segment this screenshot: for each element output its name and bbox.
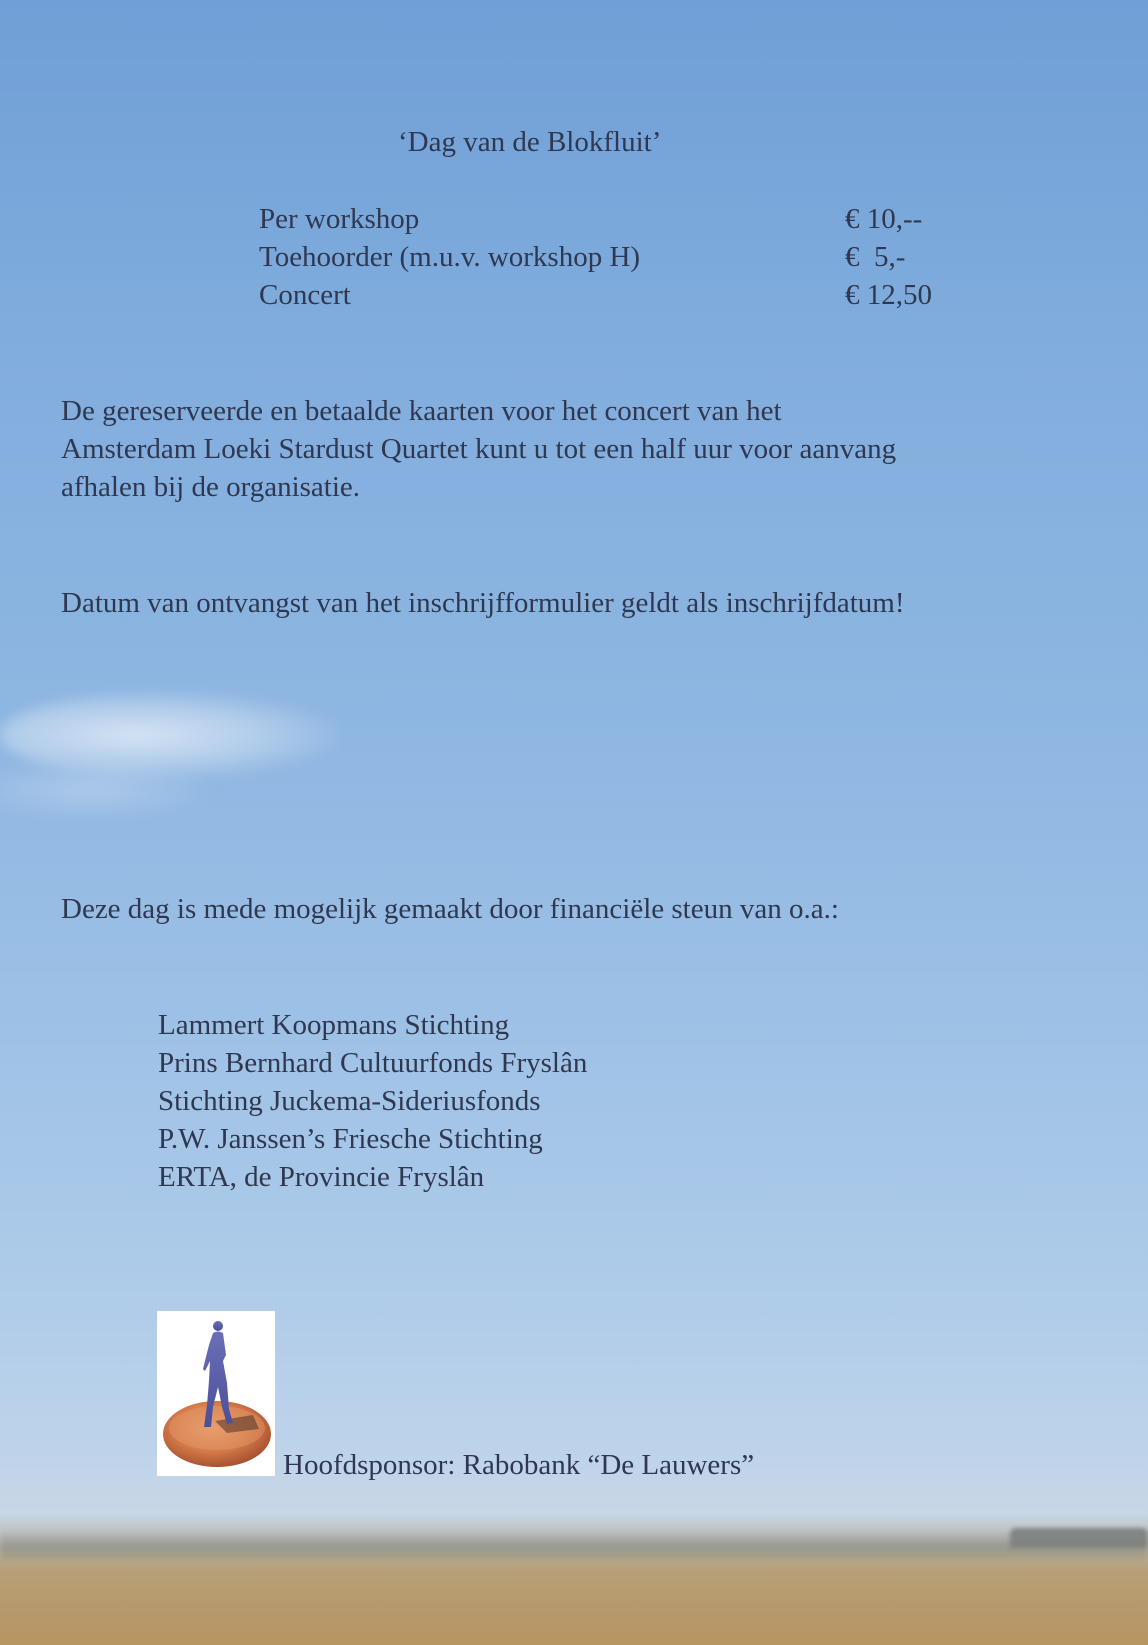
price-row: [259, 200, 949, 238]
sponsor-list: [158, 1006, 587, 1196]
tickets-line: De gereserveerde en betaalde kaarten voor het concert van het: [61, 395, 782, 427]
price-table: [259, 200, 949, 314]
price-value: € 10,--: [845, 203, 923, 235]
walking-figure-on-disc-icon: [157, 1311, 275, 1476]
price-label: Per workshop: [259, 203, 420, 235]
flyer-title: ‘Dag van de Blokfluit’: [398, 126, 662, 158]
tickets-line: afhalen bij de organisatie.: [61, 471, 361, 503]
sponsor-item: Prins Bernhard Cultuurfonds Fryslân: [158, 1047, 588, 1079]
sponsor-item: ERTA, de Provincie Fryslân: [158, 1161, 485, 1193]
sponsor-item: P.W. Janssen’s Friesche Stichting: [158, 1123, 543, 1155]
tickets-paragraph: [61, 392, 1061, 506]
sponsor-item: Stichting Juckema-Sideriusfonds: [158, 1085, 541, 1117]
price-value: € 12,50: [845, 279, 932, 311]
price-row: [259, 276, 949, 314]
price-label: Concert: [259, 279, 351, 311]
tickets-line: Amsterdam Loeki Stardust Quartet kunt u tot een half uur voor aanvang: [61, 433, 897, 465]
main-sponsor: Hoofdsponsor: Rabobank “De Lauwers”: [283, 1449, 755, 1481]
sponsor-logo: [157, 1311, 275, 1476]
registration-date-note: Datum van ontvangst van het inschrijfformulier geldt als inschrijfdatum!: [61, 587, 905, 619]
support-intro: Deze dag is mede mogelijk gemaakt door financiële steun van o.a.:: [61, 893, 839, 925]
price-label: Toehoorder (m.u.v. workshop H): [259, 241, 641, 273]
sponsor-item: Lammert Koopmans Stichting: [158, 1009, 510, 1041]
price-value: € 5,-: [845, 241, 906, 273]
price-row: [259, 238, 949, 276]
